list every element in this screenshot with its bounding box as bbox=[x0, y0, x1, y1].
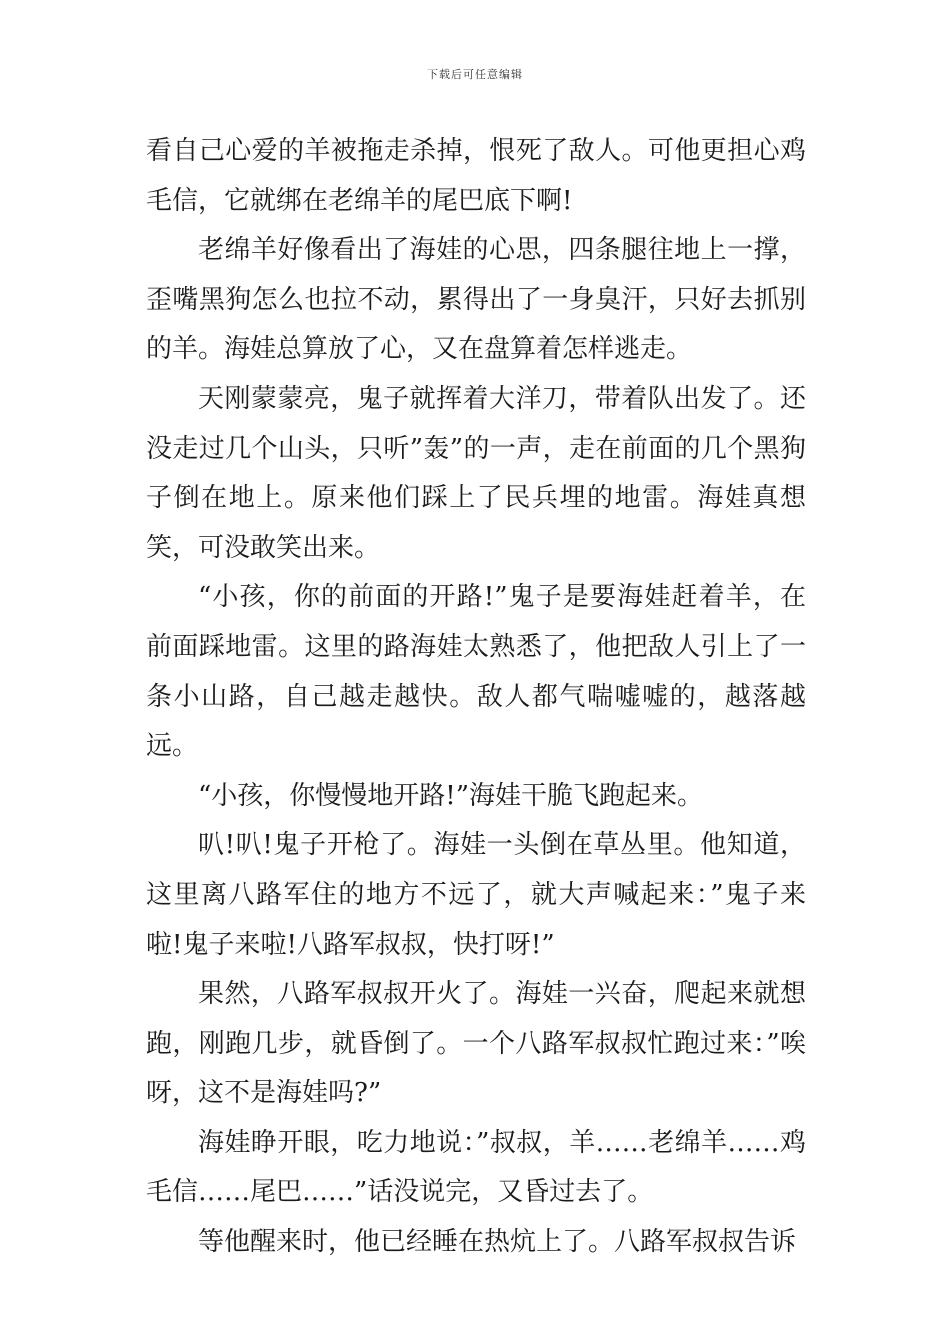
paragraph-2: 老绵羊好像看出了海娃的心思，四条腿往地上一撑，歪嘴黑狗怎么也拉不动，累得出了一身臭汗，只好去抓别的羊。海娃总算放了心，又在盘算着怎样逃走。 bbox=[146, 235, 806, 365]
paragraph-8: 海娃睁开眼，吃力地说：”叔叔，羊……老绵羊……鸡毛信……尾巴……”话没说完，又昏过去了。 bbox=[146, 1127, 806, 1208]
document-body bbox=[146, 127, 806, 1268]
paragraph-9: 等他醒来时，他已经睡在热炕上了。八路军叔叔告诉 bbox=[198, 1227, 797, 1258]
paragraph-1: 看自己心爱的羊被拖走杀掉，恨死了敌人。可他更担心鸡毛信，它就绑在老绵羊的尾巴底下啊! bbox=[146, 136, 806, 216]
paragraph-7: 果然，八路军叔叔开火了。海娃一兴奋，爬起来就想跑，刚跑几步，就昏倒了。一个八路军叔叔忙跑过来：”唉呀，这不是海娃吗?” bbox=[146, 979, 806, 1109]
paragraph-3: 天刚蒙蒙亮，鬼子就挥着大洋刀，带着队出发了。还没走过几个山头，只听”轰”的一声，走在前面的几个黑狗子倒在地上。原来他们踩上了民兵埋的地雷。海娃真想笑，可没敢笑出来。 bbox=[146, 383, 806, 563]
paragraph-4: “小孩，你的前面的开路!”鬼子是要海娃赶着羊，在前面踩地雷。这里的路海娃太熟悉了，他把敌人引上了一条小山路，自己越走越快。敌人都气喘嘘嘘的，越落越远。 bbox=[146, 582, 806, 762]
paragraph-6: 叭!叭!鬼子开枪了。海娃一头倒在草丛里。他知道，这里离八路军住的地方不远了，就大声喊起来：”鬼子来啦!鬼子来啦!八路军叔叔，快打呀!” bbox=[146, 830, 806, 960]
page-header: 下载后可任意编辑 bbox=[427, 68, 523, 81]
paragraph-5: “小孩，你慢慢地开路!”海娃干脆飞跑起来。 bbox=[198, 780, 704, 811]
